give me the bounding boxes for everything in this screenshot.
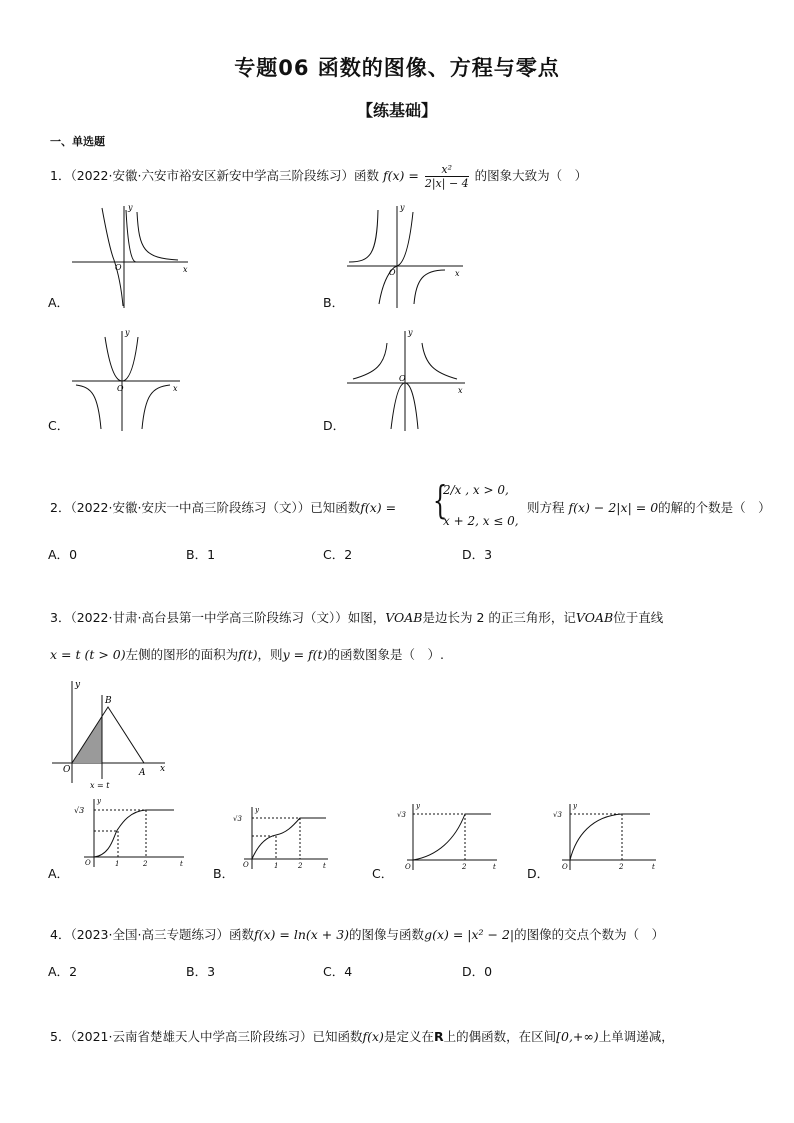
question-number: 5． xyxy=(50,1029,71,1044)
question-mid: 位于直线 xyxy=(613,610,664,625)
curve-left xyxy=(102,208,123,306)
curve xyxy=(252,818,326,859)
origin-label: O xyxy=(63,765,71,775)
q1-graph-d xyxy=(345,325,470,435)
tick-label-sqrt3: √3 xyxy=(233,815,242,823)
triangle-name: VOAB xyxy=(575,610,614,625)
section-heading: 一、单选题 xyxy=(50,135,105,148)
curve-center xyxy=(126,210,136,262)
question-source: （2023·全国·高三专题练习）函数 xyxy=(70,927,254,942)
q3-graph-c xyxy=(397,800,502,875)
curve-left xyxy=(349,210,378,262)
option-letter: A． xyxy=(48,547,70,562)
curve-right xyxy=(414,270,445,304)
q1-graph-a xyxy=(70,200,190,310)
option-b[interactable] xyxy=(186,545,215,563)
t-label: t xyxy=(493,863,496,871)
question-number: 3． xyxy=(50,610,71,625)
option-b[interactable]: B． xyxy=(323,295,345,310)
curve-left xyxy=(76,385,101,429)
piecewise-case-2: x + 2, x ≤ 0, xyxy=(443,514,519,528)
question-number: 2． xyxy=(50,500,71,515)
option-d[interactable] xyxy=(462,545,492,563)
option-b[interactable]: B． xyxy=(213,866,235,881)
fraction-denominator: 2|x| − 4 xyxy=(424,177,469,190)
interval: [0,+∞) xyxy=(556,1029,599,1044)
origin-label: O xyxy=(115,263,122,272)
origin-label: O xyxy=(399,374,406,383)
question-tail: 的函数图象是（ ）. xyxy=(327,647,444,662)
curve xyxy=(570,814,650,860)
question-tail: 的图像的交点个数为（ ） xyxy=(514,927,665,942)
question-mid: 的图像与函数 xyxy=(349,927,425,942)
option-value: 3 xyxy=(484,547,493,562)
question-tail: 上单调递减， xyxy=(598,1029,674,1044)
q3-triangle-figure xyxy=(50,675,180,790)
question-tail: 的图象大致为（ ） xyxy=(474,168,588,183)
option-letter: B． xyxy=(186,547,208,562)
q3-graph-b xyxy=(232,805,332,875)
origin-label: O xyxy=(117,384,124,393)
page-subtitle: 【练基础】 xyxy=(356,101,437,120)
option-letter: C． xyxy=(323,547,345,562)
option-d[interactable]: D． xyxy=(323,418,346,433)
question-2-tail xyxy=(527,498,771,516)
area-function: f(t) xyxy=(238,647,258,662)
t-label: t xyxy=(323,862,326,870)
origin-label: O xyxy=(389,268,396,277)
y-label: y xyxy=(416,802,420,810)
curve-right xyxy=(142,385,170,429)
y-label: y xyxy=(400,203,405,212)
reals-symbol: R xyxy=(433,1029,444,1044)
fraction xyxy=(425,163,469,190)
tick-label-1: 1 xyxy=(274,862,279,870)
question-tail: 的解的个数是（ ） xyxy=(658,500,771,515)
question-number: 1． xyxy=(50,168,71,183)
page-title: 专题06 函数的图像、方程与零点 xyxy=(234,56,560,80)
option-a[interactable] xyxy=(48,545,77,563)
option-a[interactable] xyxy=(48,962,77,980)
option-letter: D． xyxy=(462,547,485,562)
question-4-stem xyxy=(50,925,664,943)
option-d[interactable]: D． xyxy=(527,866,550,881)
tick-label-2: 2 xyxy=(143,860,148,868)
option-a[interactable]: A． xyxy=(48,295,70,310)
function-g: g(x) = |x² − 2| xyxy=(424,927,515,942)
piecewise-brace: { xyxy=(432,478,448,522)
tick-label-2: 2 xyxy=(462,863,467,871)
line-label: x = t xyxy=(90,781,110,790)
vertex-b-label: B xyxy=(105,696,112,706)
origin-label: O xyxy=(405,863,411,871)
question-5-stem xyxy=(50,1027,674,1045)
function-f: f(x) = ln(x + 3) xyxy=(253,927,350,942)
option-value: 1 xyxy=(207,547,216,562)
equation: f(x) − 2|x| = 0 xyxy=(568,500,659,515)
function-f: f(x) xyxy=(362,1029,384,1044)
y-label: y xyxy=(408,328,413,337)
question-1-stem xyxy=(50,163,587,190)
option-value: 3 xyxy=(207,964,216,979)
tick-label-1: 1 xyxy=(115,860,120,868)
y-label: y xyxy=(75,680,81,690)
question-mid: 则方程 xyxy=(527,500,565,515)
option-value: 4 xyxy=(344,964,353,979)
option-value: 0 xyxy=(484,964,493,979)
line-equation: x = t (t > 0) xyxy=(50,647,126,662)
q1-graph-c xyxy=(70,325,185,435)
option-letter: D． xyxy=(462,964,485,979)
curve xyxy=(413,814,491,860)
x-label: x xyxy=(183,265,188,274)
question-number: 4． xyxy=(50,927,71,942)
curve-left xyxy=(353,343,387,379)
option-a[interactable]: A． xyxy=(48,866,70,881)
option-d[interactable] xyxy=(462,962,492,980)
question-3-stem-line1 xyxy=(50,608,663,626)
option-value: 2 xyxy=(344,547,353,562)
fraction-numerator: x² xyxy=(425,163,469,177)
triangle-name: VOAB xyxy=(385,610,423,625)
t-label: t xyxy=(652,863,655,871)
y-label: y xyxy=(97,797,101,805)
x-label: x xyxy=(160,764,166,774)
y-label: y xyxy=(128,203,133,212)
tick-label-2: 2 xyxy=(619,863,624,871)
vertex-a-label: A xyxy=(139,768,146,778)
x-label: x xyxy=(173,384,178,393)
question-mid: 是边长为 2 的正三角形，记 xyxy=(422,610,576,625)
curve xyxy=(94,810,174,857)
x-label: x xyxy=(455,269,460,278)
option-letter: C． xyxy=(323,964,345,979)
tick-label-2: 2 xyxy=(298,862,303,870)
origin-label: O xyxy=(243,861,249,869)
origin-label: O xyxy=(85,859,91,867)
q3-graph-a xyxy=(72,795,190,870)
question-source: （2022·安徽·六安市裕安区新安中学高三阶段练习）函数 xyxy=(70,168,379,183)
question-source: （2022·甘肃·高台县第一中学高三阶段练习（文））如图， xyxy=(70,610,386,625)
t-label: t xyxy=(180,860,183,868)
function-expression: f(x) = xyxy=(382,168,419,183)
question-2-stem xyxy=(50,498,396,516)
option-value: 2 xyxy=(69,964,78,979)
curve-right xyxy=(422,343,457,379)
question-source: （2021·云南省楚雄天人中学高三阶段练习）已知函数 xyxy=(70,1029,363,1044)
y-label: y xyxy=(255,806,259,814)
option-c[interactable]: C． xyxy=(372,866,394,881)
option-letter: B． xyxy=(186,964,208,979)
option-c[interactable] xyxy=(323,545,352,563)
piecewise-case-1: 2/x , x > 0, xyxy=(443,483,509,497)
option-value: 0 xyxy=(69,547,78,562)
curve-center xyxy=(379,212,413,304)
option-letter: A． xyxy=(48,964,70,979)
q1-graph-b xyxy=(345,200,465,310)
tick-label-sqrt3: √3 xyxy=(397,811,406,819)
question-3-stem-line2 xyxy=(50,645,444,663)
y-label: y xyxy=(125,328,130,337)
option-c[interactable]: C． xyxy=(48,418,70,433)
y-label: y xyxy=(573,802,577,810)
question-text: ，则 xyxy=(257,647,283,662)
origin-label: O xyxy=(562,863,568,871)
x-label: x xyxy=(458,386,463,395)
q3-graph-d xyxy=(552,800,662,875)
tick-label-sqrt3: √3 xyxy=(553,811,562,819)
tick-label-sqrt3: √3 xyxy=(74,806,85,815)
curve-right xyxy=(137,212,178,260)
function-expression: f(x) = xyxy=(360,500,397,515)
question-mid: 是定义在 xyxy=(383,1029,434,1044)
function-equation: y = f(t) xyxy=(282,647,328,662)
option-b[interactable] xyxy=(186,962,215,980)
question-source: （2022·安徽·安庆一中高三阶段练习（文））已知函数 xyxy=(70,500,361,515)
question-text: 左侧的图形的面积为 xyxy=(125,647,239,662)
option-c[interactable] xyxy=(323,962,352,980)
question-mid: 上的偶函数，在区间 xyxy=(443,1029,557,1044)
